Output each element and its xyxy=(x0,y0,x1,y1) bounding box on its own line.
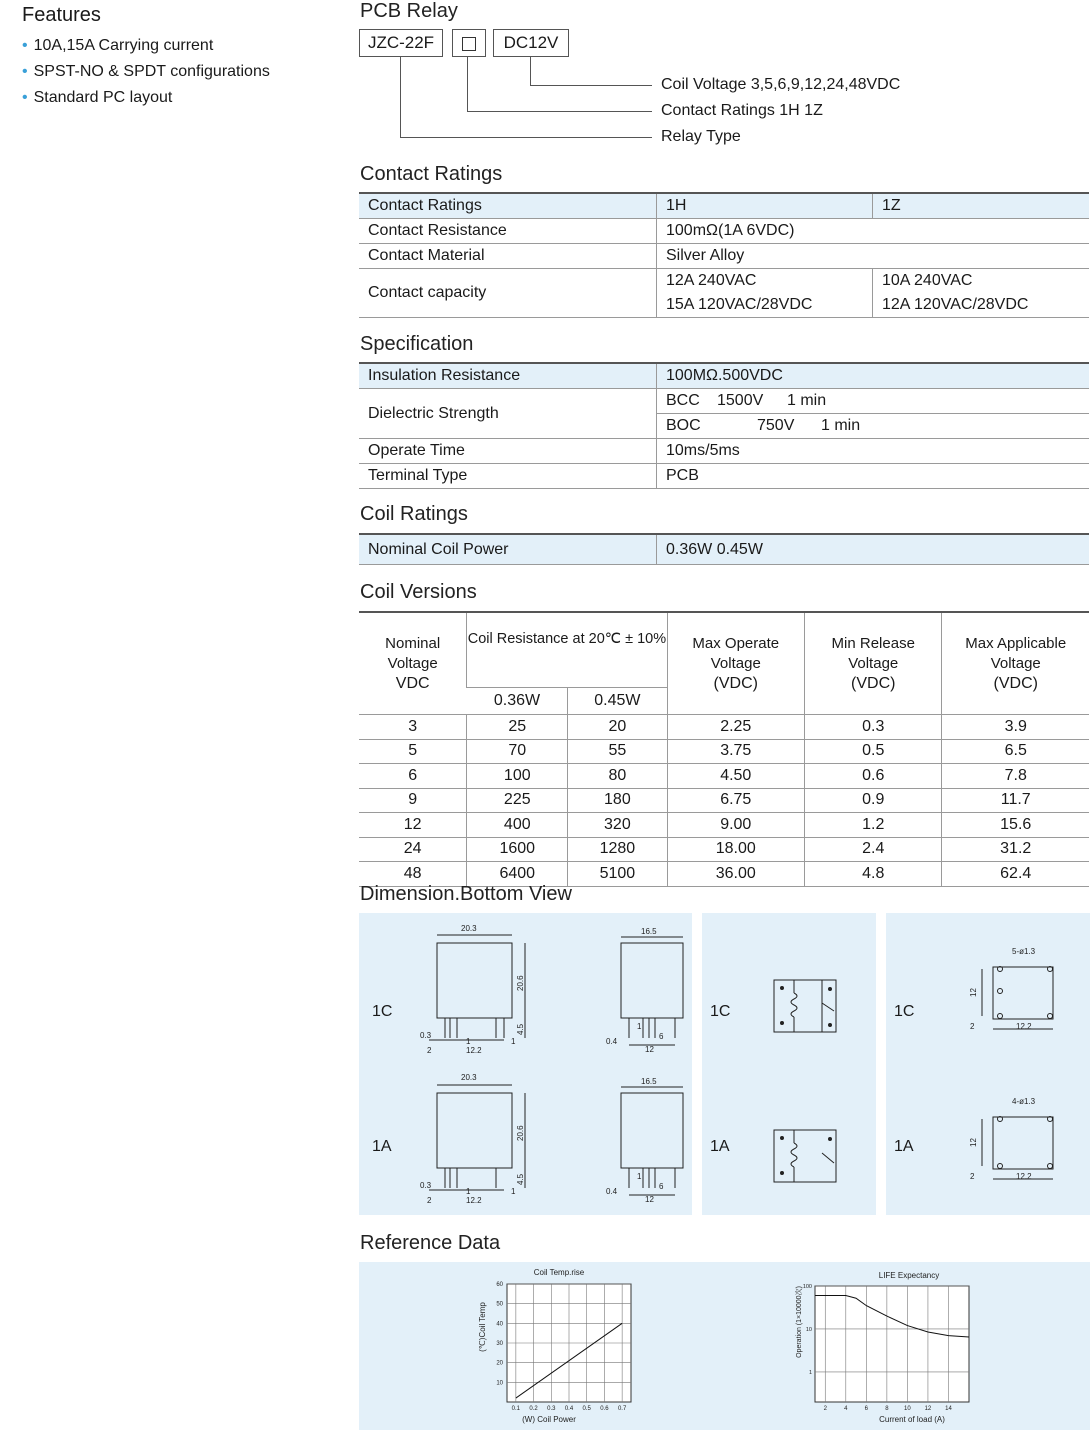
table-cell: 3.9 xyxy=(942,715,1089,740)
coil-versions-body xyxy=(359,715,1089,887)
y-tick-label: 20 xyxy=(496,1360,503,1367)
label-1a: 1A xyxy=(372,1138,392,1155)
x-tick-label: 2 xyxy=(823,1406,827,1412)
leader-line xyxy=(400,57,401,137)
chart-xlabel: Current of load (A) xyxy=(879,1415,945,1424)
table-cell: 1600 xyxy=(467,837,568,862)
row-label: Contact Resistance xyxy=(359,219,657,244)
life-expectancy-chart xyxy=(789,1262,989,1430)
table-row xyxy=(359,813,1089,838)
note-relay-type: Relay Type xyxy=(661,128,741,145)
table-row xyxy=(359,244,1089,269)
x-tick-label: 0.4 xyxy=(564,1406,574,1412)
contact-arm-icon xyxy=(822,1153,834,1163)
code-relay-type: JZC-22F xyxy=(359,29,443,57)
table-cell: 6400 xyxy=(467,862,568,887)
leader-line xyxy=(400,137,652,138)
row-value: PCB xyxy=(657,464,1090,489)
dim-04: 0.4 xyxy=(606,1187,618,1196)
table-row xyxy=(359,389,1089,439)
dim-pin: 4.5 xyxy=(516,1023,525,1035)
contact-ratings-title: Contact Ratings xyxy=(360,163,503,185)
table-cell: 0.9 xyxy=(805,788,942,813)
dim-height: 20.6 xyxy=(516,975,525,991)
row-value: 10ms/5ms xyxy=(657,439,1090,464)
row-value: 100MΩ.500VDC xyxy=(657,363,1090,389)
col-min-release xyxy=(805,612,942,715)
row-label: Contact Ratings xyxy=(359,193,657,219)
capacity-1z-line2: 12A 120VAC/28VDC xyxy=(882,296,1029,313)
table-cell: 1.2 xyxy=(805,813,942,838)
table-cell: 24 xyxy=(359,837,467,862)
dimension-panel xyxy=(359,913,692,1215)
col-nominal-voltage xyxy=(359,612,467,715)
dim-pin: 4.5 xyxy=(516,1173,525,1185)
table-row xyxy=(359,464,1089,489)
x-tick-label: 0.3 xyxy=(547,1406,556,1412)
capacity-1h-line1: 12A 240VAC xyxy=(666,272,757,289)
dim-03: 0.3 xyxy=(420,1031,432,1040)
x-tick-label: 0.6 xyxy=(600,1406,609,1412)
table-cell: 9.00 xyxy=(667,813,804,838)
dim-12: 12 xyxy=(645,1195,654,1204)
x-tick-label: 0.5 xyxy=(582,1406,591,1412)
specification-title: Specification xyxy=(360,333,474,355)
row-label: Nominal Coil Power xyxy=(359,534,657,565)
note-contact-ratings: Contact Ratings 1H 1Z xyxy=(661,102,823,119)
dim-04: 0.4 xyxy=(606,1037,618,1046)
dim-03: 0.3 xyxy=(420,1181,432,1190)
row-value xyxy=(657,269,873,318)
dim-holes-5: 5-ø1.3 xyxy=(1012,947,1036,956)
table-cell: 31.2 xyxy=(942,837,1089,862)
dim-1: 1 xyxy=(637,1172,642,1181)
table-row xyxy=(359,715,1089,740)
relay-end-outline xyxy=(621,943,683,1018)
contact-arm-icon xyxy=(822,1003,834,1011)
dim-6: 6 xyxy=(659,1182,664,1191)
table-cell: 100 xyxy=(467,764,568,789)
table-cell: 15.6 xyxy=(942,813,1089,838)
specification-table xyxy=(359,362,1089,489)
col-max-operate xyxy=(667,612,804,715)
chart-title: LIFE Expectancy xyxy=(878,1271,940,1280)
feature-item: • Standard PC layout xyxy=(22,85,270,111)
pcb-1a-outline xyxy=(993,1117,1053,1169)
relay-end-outline xyxy=(621,1093,683,1168)
coil-ratings-table xyxy=(359,533,1089,565)
leader-line xyxy=(467,111,652,112)
dimension-drawing xyxy=(359,913,692,1215)
schematic-drawing xyxy=(702,913,876,1215)
table-cell: 36.00 xyxy=(667,862,804,887)
leader-line xyxy=(530,57,531,85)
capacity-1z-line1: 10A 240VAC xyxy=(882,272,973,289)
table-cell: 4.8 xyxy=(805,862,942,887)
label-1c: 1C xyxy=(372,1003,393,1020)
dim-pcb-2: 2 xyxy=(970,1172,975,1181)
label-1a: 1A xyxy=(710,1138,730,1155)
plot-area xyxy=(815,1286,969,1402)
table-cell: 400 xyxy=(467,813,568,838)
code-contact-box xyxy=(452,29,486,57)
chart-xlabel: (W) Coil Power xyxy=(522,1415,576,1424)
dim-1: 1 xyxy=(637,1022,642,1031)
header-unit: VDC xyxy=(395,674,430,692)
table-cell: 55 xyxy=(568,739,667,764)
capacity-1h-line2: 15A 120VAC/28VDC xyxy=(666,296,813,313)
reference-title: Reference Data xyxy=(360,1232,501,1254)
leader-line xyxy=(467,57,468,111)
table-cell: 3.75 xyxy=(667,739,804,764)
y-tick-label: 50 xyxy=(496,1301,503,1308)
dim-pcb-12: 12 xyxy=(969,988,978,997)
header-text: Max Applicable Voltage xyxy=(965,634,1067,672)
table-cell: 6.5 xyxy=(942,739,1089,764)
table-cell: 5100 xyxy=(568,862,667,887)
dim-122: 12.2 xyxy=(466,1046,482,1055)
x-tick-label: 4 xyxy=(844,1406,848,1412)
table-cell: 18.00 xyxy=(667,837,804,862)
table-row xyxy=(359,193,1089,219)
features-list xyxy=(22,33,270,111)
table-cell: 25 xyxy=(467,715,568,740)
row-label: Dielectric Strength xyxy=(359,389,657,439)
table-row xyxy=(359,788,1089,813)
table-row xyxy=(359,534,1089,565)
leader-line xyxy=(530,85,652,86)
dim-2: 2 xyxy=(427,1046,432,1055)
header-unit: (VDC) xyxy=(851,674,896,692)
table-row xyxy=(359,363,1089,389)
features-title: Features xyxy=(22,4,101,26)
dim-1: 1 xyxy=(511,1187,516,1196)
coil-icon xyxy=(791,993,797,1017)
dim-6: 6 xyxy=(659,1032,664,1041)
table-header-row xyxy=(359,612,1089,688)
table-cell: 5 xyxy=(359,739,467,764)
label-1a: 1A xyxy=(894,1138,914,1155)
chart-title: Coil Temp.rise xyxy=(533,1268,585,1277)
coil-icon xyxy=(791,1143,797,1167)
boc-time: 1 min xyxy=(821,417,861,434)
col-coil-resistance: Coil Resistance at 20℃ ± 10% xyxy=(467,612,667,688)
x-tick-label: 6 xyxy=(864,1406,869,1412)
dim-pcb-12: 12 xyxy=(969,1138,978,1147)
dielectric-boc-line xyxy=(657,414,1089,438)
table-cell: 180 xyxy=(568,788,667,813)
dim-1: 1 xyxy=(466,1037,471,1046)
table-cell: 20 xyxy=(568,715,667,740)
label-1c: 1C xyxy=(894,1003,915,1020)
reference-panel xyxy=(359,1262,1090,1430)
table-cell: 48 xyxy=(359,862,467,887)
coil-temp-chart xyxy=(469,1262,669,1430)
boc-label: BOC xyxy=(666,417,701,434)
table-row xyxy=(359,269,1089,318)
table-cell: 80 xyxy=(568,764,667,789)
table-cell: 0.3 xyxy=(805,715,942,740)
table-cell: 4.50 xyxy=(667,764,804,789)
dim-width: 20.3 xyxy=(461,1073,477,1082)
dim-holes-4: 4-ø1.3 xyxy=(1012,1097,1036,1106)
x-tick-label: 0.2 xyxy=(529,1406,538,1412)
y-tick-label: 10 xyxy=(805,1326,812,1333)
bcc-time: 1 min xyxy=(787,392,827,409)
chart-ylabel: (℃)Coil Temp xyxy=(478,1302,487,1352)
header-text: Nominal Voltage xyxy=(385,634,441,672)
x-tick-label: 14 xyxy=(945,1406,952,1412)
coil-ratings-title: Coil Ratings xyxy=(360,503,468,525)
empty-box-icon xyxy=(462,37,476,51)
dim-1: 1 xyxy=(511,1037,516,1046)
dim-pcb-122: 12.2 xyxy=(1016,1172,1032,1181)
col-power-036: 0.36W xyxy=(467,688,568,715)
row-label: Contact Material xyxy=(359,244,657,269)
feature-item: • SPST-NO & SPDT configurations xyxy=(22,59,270,85)
dim-width2: 16.5 xyxy=(641,927,657,936)
table-row xyxy=(359,439,1089,464)
table-cell: 70 xyxy=(467,739,568,764)
header-unit: (VDC) xyxy=(713,674,758,692)
row-label: Operate Time xyxy=(359,439,657,464)
dim-1: 1 xyxy=(466,1187,471,1196)
table-row xyxy=(359,837,1089,862)
code-coil-voltage: DC12V xyxy=(493,29,569,57)
table-cell: 11.7 xyxy=(942,788,1089,813)
table-cell: 1280 xyxy=(568,837,667,862)
y-tick-label: 100 xyxy=(802,1284,812,1290)
chart-ylabel: Operation (1×10000次) xyxy=(796,1286,803,1358)
table-cell: 320 xyxy=(568,813,667,838)
row-label: Contact capacity xyxy=(359,269,657,318)
table-cell: 0.5 xyxy=(805,739,942,764)
pcb-layout-drawing xyxy=(886,913,1090,1215)
table-row xyxy=(359,764,1089,789)
row-value: 100mΩ(1A 6VDC) xyxy=(657,219,1090,244)
feature-item: • 10A,15A Carrying current xyxy=(22,33,270,59)
row-value xyxy=(873,269,1090,318)
header-text: Max Operate Voltage xyxy=(692,634,780,672)
dim-122: 12.2 xyxy=(466,1196,482,1205)
coil-versions-title: Coil Versions xyxy=(360,581,477,603)
col-max-applicable xyxy=(942,612,1089,715)
y-tick-label: 40 xyxy=(496,1321,503,1328)
row-label: Terminal Type xyxy=(359,464,657,489)
dim-width2: 16.5 xyxy=(641,1077,657,1086)
x-tick-label: 12 xyxy=(924,1406,932,1412)
bcc-voltage: 1500V xyxy=(717,392,764,409)
table-cell: 2.25 xyxy=(667,715,804,740)
table-row xyxy=(359,219,1089,244)
note-coil-voltage: Coil Voltage 3,5,6,9,12,24,48VDC xyxy=(661,76,901,93)
label-1c: 1C xyxy=(710,1003,731,1020)
pcb-relay-title: PCB Relay xyxy=(360,0,458,22)
y-tick-label: 60 xyxy=(496,1282,503,1288)
coil-versions-table xyxy=(359,611,1089,887)
dielectric-bcc-line xyxy=(657,389,1089,414)
table-cell: 9 xyxy=(359,788,467,813)
header-text: Min Release Voltage xyxy=(831,634,915,672)
row-value: Silver Alloy xyxy=(657,244,1090,269)
table-cell: 0.6 xyxy=(805,764,942,789)
table-cell: 6 xyxy=(359,764,467,789)
y-tick-label: 10 xyxy=(496,1380,503,1387)
dimension-title: Dimension.Bottom View xyxy=(360,883,572,905)
row-label: Insulation Resistance xyxy=(359,363,657,389)
dim-pcb-122: 12.2 xyxy=(1016,1022,1032,1031)
table-cell: 12 xyxy=(359,813,467,838)
row-value: 0.36W 0.45W xyxy=(657,534,1090,565)
header-unit: (VDC) xyxy=(993,674,1038,692)
x-tick-label: 10 xyxy=(904,1406,911,1412)
x-tick-label: 8 xyxy=(885,1406,889,1412)
dim-12: 12 xyxy=(645,1045,654,1054)
x-tick-label: 0.1 xyxy=(511,1406,521,1412)
col-power-045: 0.45W xyxy=(568,688,667,715)
dim-2: 2 xyxy=(427,1196,432,1205)
row-value: 1H xyxy=(657,193,873,219)
contact-ratings-table xyxy=(359,192,1089,318)
y-tick-label: 1 xyxy=(808,1369,812,1376)
pcb-layout-panel xyxy=(886,913,1090,1215)
table-cell: 7.8 xyxy=(942,764,1089,789)
row-value xyxy=(657,389,1090,439)
boc-voltage: 750V xyxy=(757,417,795,434)
table-cell: 6.75 xyxy=(667,788,804,813)
dim-width: 20.3 xyxy=(461,924,477,933)
x-tick-label: 0.7 xyxy=(617,1406,627,1412)
relay-body-outline xyxy=(437,943,512,1018)
bcc-label: BCC xyxy=(666,392,700,409)
relay-body-outline xyxy=(437,1093,512,1168)
row-value: 1Z xyxy=(873,193,1090,219)
table-cell: 62.4 xyxy=(942,862,1089,887)
dim-height: 20.6 xyxy=(516,1125,525,1141)
y-tick-label: 30 xyxy=(496,1341,503,1347)
table-cell: 3 xyxy=(359,715,467,740)
table-cell: 225 xyxy=(467,788,568,813)
dim-pcb-2: 2 xyxy=(970,1022,975,1031)
table-row xyxy=(359,739,1089,764)
table-cell: 2.4 xyxy=(805,837,942,862)
schematic-panel xyxy=(702,913,876,1215)
